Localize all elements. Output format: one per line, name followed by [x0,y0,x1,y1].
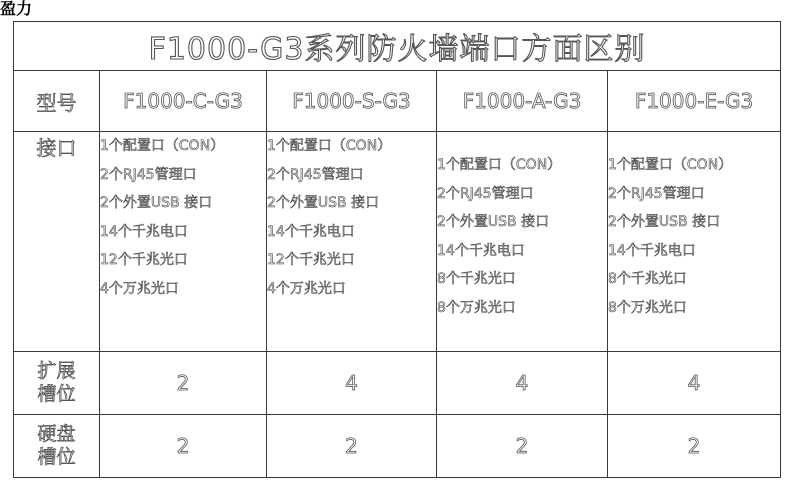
expansion-slot-label [14,352,100,415]
expansion-slot-value: 4 [267,352,437,415]
ports-row [14,132,781,352]
label-line: 硬盘 [37,423,76,445]
title-row [14,22,781,71]
expansion-slot-value: 4 [608,352,781,415]
port-item: 14个千兆电口 [608,242,696,259]
port-item: 2个RJ45管理口 [267,166,364,183]
port-item: 2个外置USB 接口 [437,214,550,230]
port-item: 8个千兆光口 [608,271,687,287]
model-name: F1000-C-G3 [100,71,267,132]
model-header-label: 型号 [14,71,100,132]
expansion-slot-value: 4 [437,352,608,415]
label-line: 槽位 [37,446,76,468]
model-name: F1000-S-G3 [267,71,437,132]
ports-cell [437,132,608,352]
ports-cell [100,132,267,352]
disk-slot-row [14,415,781,478]
port-item: 2个外置USB 接口 [608,214,721,230]
model-name: F1000-A-G3 [437,71,608,132]
port-item: 8个千兆光口 [437,271,516,287]
port-item: 14个千兆电口 [267,223,355,240]
header-row [14,71,781,132]
port-item: 2个RJ45管理口 [437,185,534,202]
port-item: 1个配置口（CON） [437,157,562,173]
port-item: 8个万兆光口 [437,299,516,316]
expansion-slot-value: 2 [100,352,267,415]
disk-slot-value: 2 [100,415,267,478]
disk-slot-value: 2 [437,415,608,478]
brand-logo-text: 盈力 [0,0,33,18]
disk-slot-label [14,415,100,478]
port-item: 2个RJ45管理口 [608,185,705,202]
disk-slot-value: 2 [608,415,781,478]
disk-slot-value: 2 [267,415,437,478]
label-line: 槽位 [37,383,76,405]
port-item: 2个RJ45管理口 [100,166,197,183]
table-title: F1000-G3系列防火墙端口方面区别 [14,22,781,71]
port-item: 8个万兆光口 [608,299,687,316]
port-item: 1个配置口（CON） [608,157,733,173]
port-item: 14个千兆电口 [100,223,188,240]
comparison-table [13,21,781,478]
port-item: 12个千兆光口 [267,252,355,268]
port-item: 2个外置USB 接口 [267,195,380,211]
ports-cell [267,132,437,352]
port-item: 1个配置口（CON） [267,138,392,154]
ports-cell [608,132,781,352]
port-item: 14个千兆电口 [437,242,525,259]
ports-row-label: 接口 [14,132,100,352]
port-item: 2个外置USB 接口 [100,195,213,211]
port-item: 12个千兆光口 [100,252,188,268]
label-line: 扩展 [37,360,76,382]
port-item: 4个万兆光口 [267,280,346,297]
expansion-slot-row [14,352,781,415]
port-item: 1个配置口（CON） [100,138,225,154]
model-name: F1000-E-G3 [608,71,781,132]
port-item: 4个万兆光口 [100,280,179,297]
